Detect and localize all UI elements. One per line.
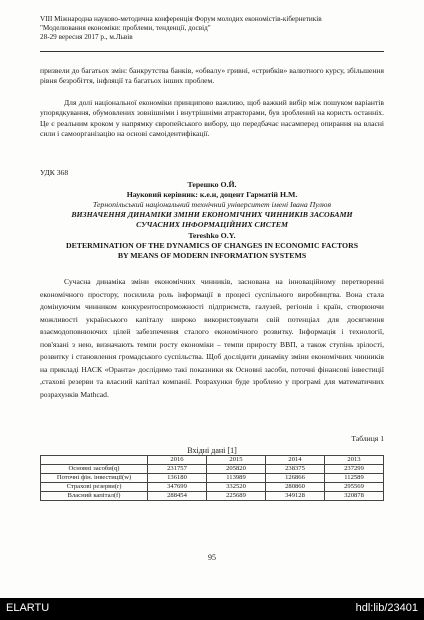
author-name: Терешко О.Й. <box>187 180 237 189</box>
article-title-en: DETERMINATION OF THE DYNAMICS OF CHANGES IN ECONOMIC FACTORS BY MEANS OF MODERN INFORMATION SYSTEMS <box>65 241 359 261</box>
table-cell: 238375 <box>266 465 325 474</box>
header-topic-line: "Моделювання економіки: проблеми, тенденції, досвід" <box>40 24 211 32</box>
table-cell: 288454 <box>148 492 207 501</box>
table-cell: 136180 <box>148 474 207 483</box>
running-header <box>40 15 380 42</box>
table-corner-cell <box>41 456 148 465</box>
author-name-en: Tereshko O.Y. <box>188 231 236 240</box>
row-label: Основні засоби(q) <box>41 465 148 474</box>
intro-paragraph-2: Для долі національної економіки принципово важливо, щоб важкий вибір між пошуком варіантів упорядкування, обумовлених зовнішніми і внутрішніми атракторами, був зроблений на користь останніх. Це є реальним кроком у напрямку європейського вибору, що передбачає насамперед опирання на власні сили і самоорганізацію на основі самоідентифікації. <box>40 98 384 139</box>
column-header: 2015 <box>207 456 266 465</box>
table-cell: 347699 <box>148 483 207 492</box>
table-cell: 332520 <box>207 483 266 492</box>
column-header: 2014 <box>266 456 325 465</box>
row-label: Власний капітал(f) <box>41 492 148 501</box>
table-cell: 295569 <box>325 483 384 492</box>
table-cell: 112589 <box>325 474 384 483</box>
page-number: 95 <box>208 553 216 562</box>
table-cell: 280860 <box>266 483 325 492</box>
table-cell: 126866 <box>266 474 325 483</box>
table-caption: Вхідні дані [1] <box>187 446 237 455</box>
header-divider <box>40 51 384 52</box>
affiliation-line: Тернопільський національний технічний університет імені Івана Пулюя <box>92 200 332 209</box>
table-cell: 231757 <box>148 465 207 474</box>
table-number: Таблиця 1 <box>351 434 384 443</box>
header-conference-line: VIII Міжнародна науково-методична конференція Форум молодих економістів-кібернетиків <box>40 15 322 23</box>
table-cell: 320878 <box>325 492 384 501</box>
header-date-line: 28-29 вересня 2017 р., м.Львів <box>40 33 133 41</box>
table-row <box>41 465 384 474</box>
input-data-table <box>40 455 384 501</box>
row-label: Страхові резерви(r) <box>41 483 148 492</box>
repository-footer-bar <box>0 598 424 620</box>
table-cell: 225689 <box>207 492 266 501</box>
column-header: 2013 <box>325 456 384 465</box>
table-header-row <box>41 456 384 465</box>
table-cell: 113989 <box>207 474 266 483</box>
repository-name: ELARTU <box>6 602 50 614</box>
supervisor-line: Науковий керівник: к.е.н, доцент Гарматій Н.М. <box>126 190 298 199</box>
row-label: Поточні фін. інвестиції(w) <box>41 474 148 483</box>
table-row <box>41 492 384 501</box>
article-title-ua: ВИЗНАЧЕННЯ ДИНАМІКИ ЗМІНИ ЕКОНОМІЧНИХ ЧИННИКІВ ЗАСОБАМИ СУЧАСНИХ ІНФОРМАЦІЙНИХ СИСТЕМ <box>71 210 353 230</box>
column-header: 2016 <box>148 456 207 465</box>
article-body: Сучасна динаміка зміни економічних чинників, заснована на інноваційному перетворенні економічного простору, посилила роль інформації в процесі суспільного виробництва. Вона стала домінуючим чинником конкурентоспроможності підприємств, галузей, регіонів і країн, створюючи можливості українського капіталу широко використовувати свій потенціал для досягнення взаємодоповнюючих цілей забезпечення сталого економічного розвитку. Інформація і технології, пов'язані з нею, визначають темпи росту економіки – темпи приросту ВВП, а також ступінь зрілості, розвитку і становлення громадського суспільства. Щоб дослідити динаміку зміни економічних чинників на прикладі НАСК «Оранта» дослідимо такі показники як Основні засоби, поточні фінансові інвестиції ,стахові резерви та власний капітал компанії. Розрахунки буде зроблено у програмі для математичних розрахунків Mathcad. <box>40 277 384 399</box>
table-row <box>41 474 384 483</box>
table-row <box>41 483 384 492</box>
handle-identifier[interactable]: hdl:lib/23401 <box>355 602 418 614</box>
table-cell: 237299 <box>325 465 384 474</box>
udk-code: УДК 368 <box>40 168 69 177</box>
table-cell: 205820 <box>207 465 266 474</box>
intro-paragraph-1: призвели до багатьох змін: банкрутства банків, «обвалу» гривні, «стрибків» валютного курсу, збільшення рівня безробіття, інфляції та багатьох інших проблем. <box>40 66 384 86</box>
table-cell: 349128 <box>266 492 325 501</box>
